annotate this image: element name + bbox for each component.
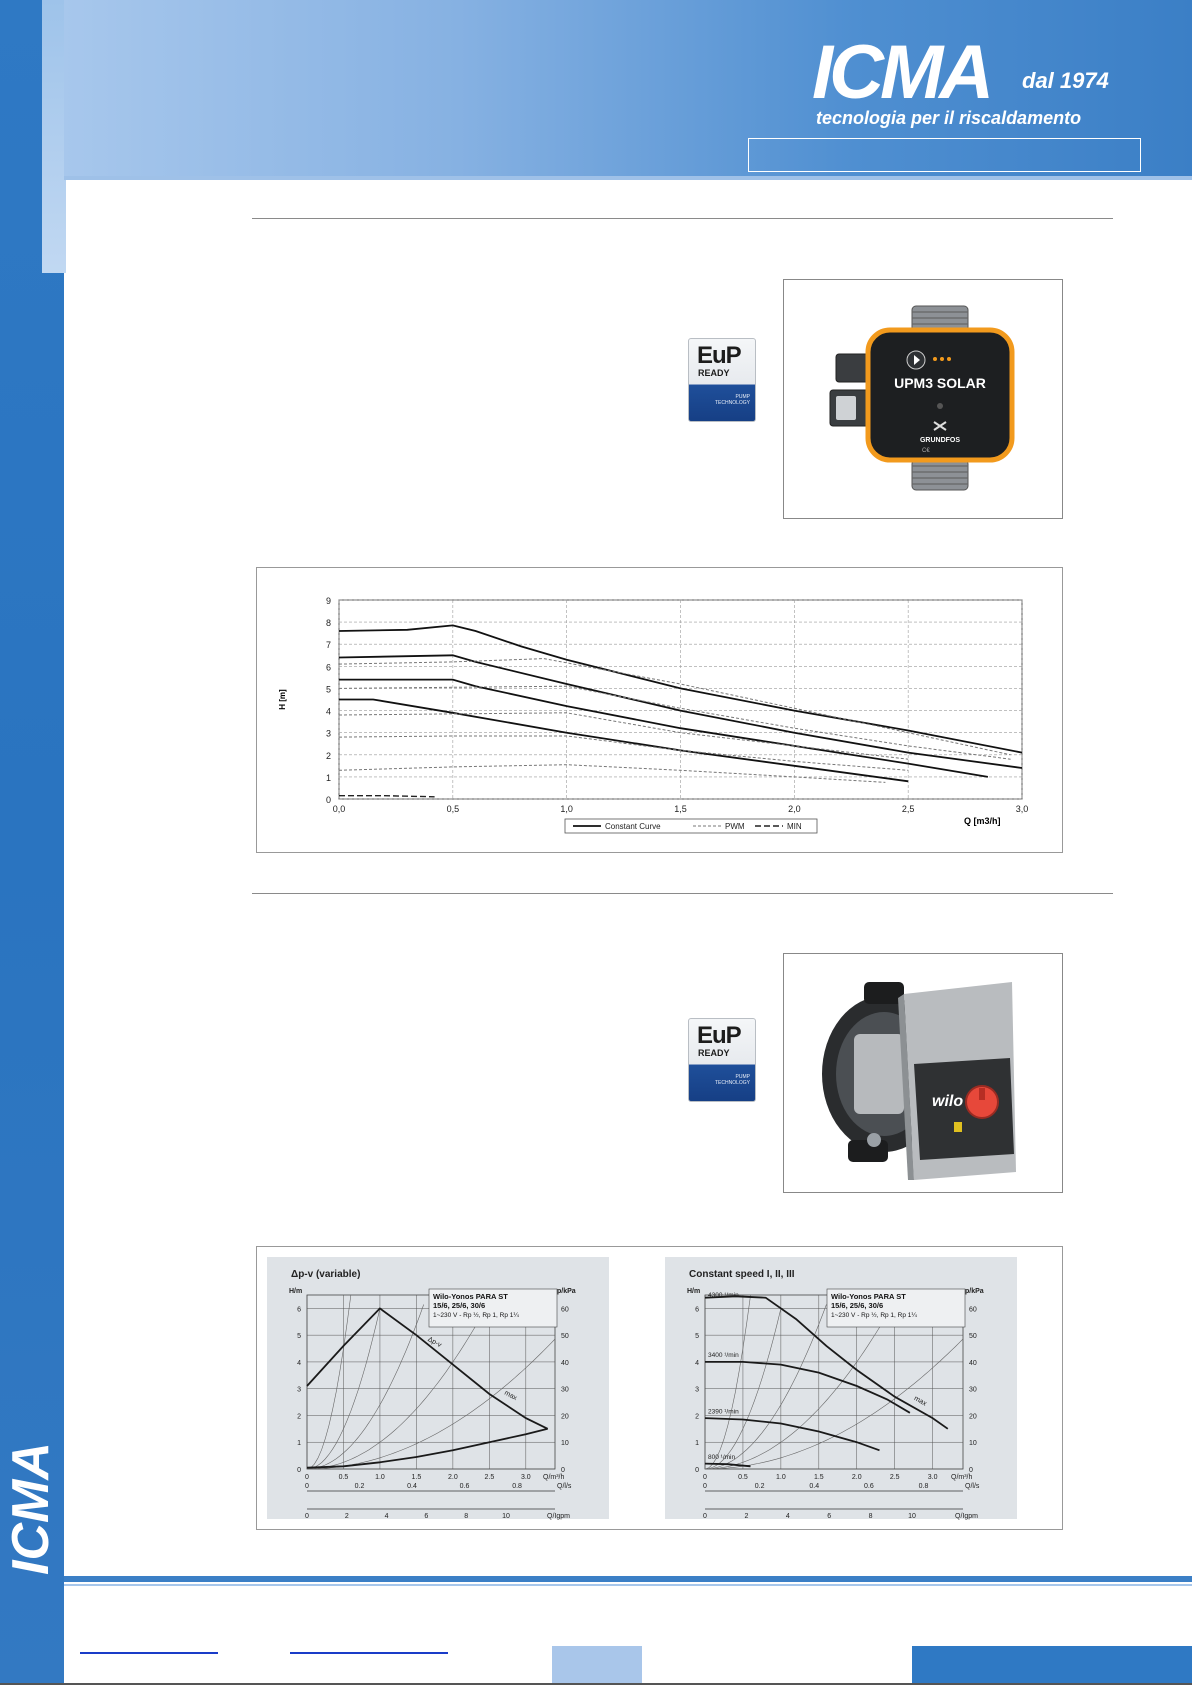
- device-label: UPM3 SOLAR: [894, 375, 986, 391]
- info-models: 15/6, 25/6, 30/6: [433, 1301, 486, 1310]
- y-right-tick-label: 60: [561, 1306, 569, 1314]
- eup-badge-ready: READY: [698, 368, 730, 378]
- y-tick-label: 3: [297, 1386, 301, 1394]
- eup-ready-badge: [688, 338, 756, 422]
- header-divider: [64, 176, 1192, 180]
- x-tick-label: 1.5: [411, 1474, 422, 1481]
- y-tick-label: 6: [297, 1306, 301, 1314]
- x2-axis-label: Q/l/s: [965, 1483, 980, 1490]
- footer-divider-accent: [64, 1584, 1192, 1586]
- eup-badge-ready-2: READY: [698, 1048, 730, 1058]
- x3-tick-label: 8: [464, 1513, 469, 1520]
- x3-tick-label: 6: [827, 1513, 832, 1520]
- speed-label: 800 ¹/min: [708, 1453, 736, 1461]
- logo-text: ICMA: [812, 30, 991, 115]
- x-tick-label: 2.0: [851, 1474, 862, 1481]
- info-title: Wilo-Yonos PARA ST: [433, 1292, 508, 1301]
- y-axis-label: H/m: [289, 1288, 303, 1295]
- info-spec: 1~230 V - Rp ½, Rp 1, Rp 1¼: [831, 1312, 917, 1319]
- y-right-tick-label: 30: [969, 1386, 977, 1394]
- product-photo-grundfos: [783, 279, 1063, 519]
- speed-label: 3400 ¹/min: [708, 1352, 739, 1360]
- x2-tick-label: 0.6: [459, 1483, 470, 1490]
- x3-tick-label: 8: [868, 1513, 873, 1520]
- x3-tick-label: 4: [384, 1513, 389, 1520]
- x-tick-label: 2,0: [788, 804, 801, 814]
- grundfos-pump-image: [784, 280, 1062, 518]
- y-tick-label: 6: [325, 662, 331, 673]
- y-axis-label: H/m: [687, 1288, 701, 1295]
- panel-title: Δp-v (variable): [291, 1269, 361, 1280]
- x-tick-label: 1,5: [674, 804, 687, 814]
- x-axis-label: Q/m³/h: [543, 1474, 565, 1481]
- y-right-tick-label: 0: [561, 1467, 565, 1474]
- x3-axis-label: Q/Igpm: [547, 1513, 570, 1520]
- wilo-pump-image: [784, 954, 1062, 1192]
- x-axis-label: Q [m3/h]: [964, 816, 1001, 826]
- y-tick-label: 7: [325, 640, 331, 651]
- x2-tick-label: 0.2: [754, 1483, 765, 1490]
- x2-tick-label: 0.4: [809, 1483, 820, 1490]
- footer-divider: [64, 1576, 1192, 1582]
- chart-grundfos: [257, 568, 1062, 852]
- y-right-tick-label: 20: [969, 1413, 977, 1421]
- x-tick-label: 1,0: [560, 804, 573, 814]
- wilo-brand: wilo: [932, 1093, 964, 1110]
- eup-badge-sub: [715, 394, 750, 406]
- x2-tick-label: 0.6: [864, 1483, 874, 1490]
- y-tick-label: 5: [325, 684, 331, 695]
- x2-axis-label: Q/l/s: [557, 1483, 572, 1490]
- y-tick-label: 0: [695, 1467, 699, 1474]
- y-right-tick-label: 30: [561, 1386, 569, 1394]
- eup-badge-sub2: TECHNOLOGY: [714, 400, 750, 406]
- x2-tick-label: 0.8: [918, 1483, 929, 1490]
- y-right-tick-label: 10: [561, 1440, 569, 1448]
- y-right-tick-label: 10: [969, 1440, 977, 1448]
- speed-label: 4300 ¹/min: [708, 1292, 739, 1300]
- legend-label: MIN: [787, 822, 802, 831]
- x3-tick-label: 6: [424, 1513, 429, 1520]
- legend-label: PWM: [725, 822, 745, 831]
- y-tick-label: 3: [695, 1386, 699, 1394]
- chart-wilo-dpv: [267, 1257, 609, 1519]
- y-right-tick-label: 60: [969, 1306, 977, 1314]
- svg-text:C€: C€: [922, 448, 930, 454]
- y-tick-label: 1: [695, 1440, 699, 1448]
- eup-badge-sub1: PUMP: [735, 394, 750, 400]
- eup-badge-sub2-2: TECHNOLOGY: [714, 1080, 750, 1086]
- legend-label: Constant Curve: [605, 822, 661, 831]
- y-tick-label: 2: [695, 1413, 699, 1421]
- x3-tick-label: 2: [744, 1513, 749, 1520]
- logo-since: dal 1974: [1022, 68, 1109, 93]
- y-right-tick-label: 50: [969, 1333, 977, 1341]
- y-tick-label: 0: [325, 795, 331, 805]
- y-tick-label: 4: [325, 706, 331, 717]
- x2-tick-label: 0: [703, 1483, 707, 1490]
- y-tick-label: 9: [325, 596, 331, 606]
- plot-area: [339, 600, 1022, 799]
- x3-tick-label: 0: [305, 1513, 309, 1520]
- x2-tick-label: 0.2: [354, 1483, 365, 1490]
- y-tick-label: 6: [695, 1306, 699, 1314]
- page-number-box: [552, 1646, 642, 1685]
- company-logo: [810, 30, 1120, 138]
- device-brand: GRUNDFOS: [919, 437, 961, 444]
- eup-badge-title-2: EuP: [697, 1022, 741, 1049]
- info-models: 15/6, 25/6, 30/6: [831, 1301, 884, 1310]
- y-right-tick-label: 50: [561, 1333, 569, 1341]
- x-tick-label: 0: [703, 1474, 707, 1481]
- y-right-axis-label: p/kPa: [557, 1288, 576, 1295]
- x-tick-label: 0,5: [446, 804, 460, 814]
- y-tick-label: 4: [695, 1359, 699, 1367]
- section-divider-1: [252, 218, 1113, 219]
- info-title: Wilo-Yonos PARA ST: [831, 1292, 906, 1301]
- chart-wilo-frame: [256, 1246, 1063, 1530]
- footer-brand-box: [912, 1646, 1192, 1685]
- side-logo: [2, 1400, 60, 1580]
- y-tick-label: 0: [297, 1467, 301, 1474]
- product-photo-wilo: [783, 953, 1063, 1193]
- left-band-accent: [42, 0, 66, 273]
- y-tick-label: 5: [297, 1333, 301, 1341]
- y-tick-label: 1: [325, 772, 331, 783]
- x3-tick-label: 10: [502, 1513, 510, 1520]
- curve-label-max: max: [503, 1389, 518, 1403]
- header-text-box: [748, 138, 1141, 172]
- info-spec: 1~230 V - Rp ½, Rp 1, Rp 1¼: [433, 1312, 519, 1319]
- x-tick-label: 3.0: [927, 1474, 938, 1481]
- x3-axis-label: Q/Igpm: [955, 1513, 978, 1520]
- curve-label-max: max: [912, 1395, 928, 1408]
- eup-badge-sub1-2: PUMP: [735, 1074, 750, 1080]
- x2-tick-label: 0: [305, 1483, 309, 1490]
- x-tick-label: 0.5: [738, 1474, 748, 1481]
- y-tick-label: 1: [297, 1440, 301, 1448]
- y-tick-label: 2: [325, 750, 331, 761]
- x-tick-label: 2,5: [901, 804, 915, 814]
- chart-wilo-constant: [665, 1257, 1017, 1519]
- x-tick-label: 1.0: [375, 1474, 385, 1481]
- x-tick-label: 3,0: [1015, 804, 1029, 814]
- side-logo-text: ICMA: [2, 1442, 60, 1575]
- y-axis-label: H [m]: [278, 689, 287, 710]
- speed-label: 2390 ¹/min: [708, 1408, 739, 1416]
- x-tick-label: 1.0: [776, 1474, 786, 1481]
- y-right-tick-label: 0: [969, 1467, 973, 1474]
- x3-tick-label: 10: [908, 1513, 916, 1520]
- x3-tick-label: 0: [703, 1513, 707, 1520]
- y-right-tick-label: 20: [561, 1413, 569, 1421]
- x-tick-label: 0,0: [332, 804, 346, 814]
- y-right-tick-label: 40: [561, 1359, 569, 1367]
- panel-title: Constant speed I, II, III: [689, 1269, 795, 1280]
- x-tick-label: 2.5: [889, 1474, 900, 1481]
- x2-tick-label: 0.8: [512, 1483, 522, 1490]
- logo-tagline: tecnologia per il riscaldamento: [816, 108, 1082, 128]
- y-tick-label: 5: [695, 1333, 699, 1341]
- x-tick-label: 2.5: [484, 1474, 495, 1481]
- eup-badge-title: EuP: [697, 342, 741, 369]
- y-tick-label: 3: [325, 728, 331, 739]
- y-right-axis-label: p/kPa: [965, 1288, 984, 1295]
- y-right-tick-label: 40: [969, 1359, 977, 1367]
- x3-tick-label: 2: [344, 1513, 349, 1520]
- x-tick-label: 3.0: [520, 1474, 531, 1481]
- x2-tick-label: 0.4: [407, 1483, 417, 1490]
- chart-grundfos-frame: [256, 567, 1063, 853]
- section-divider-2: [252, 893, 1113, 894]
- x-tick-label: 0: [305, 1474, 309, 1481]
- y-tick-label: 4: [297, 1359, 301, 1367]
- eup-ready-badge-2: [688, 1018, 756, 1102]
- y-tick-label: 2: [297, 1413, 301, 1421]
- x3-tick-label: 4: [785, 1513, 790, 1520]
- curve-label-dpv: Δp-v: [426, 1336, 443, 1350]
- x-tick-label: 0.5: [338, 1474, 349, 1481]
- eup-badge-sub-2: [715, 1074, 750, 1086]
- footer-link-2[interactable]: [290, 1652, 448, 1654]
- x-tick-label: 2.0: [448, 1474, 458, 1481]
- x-tick-label: 1.5: [813, 1474, 824, 1481]
- x-axis-label: Q/m³/h: [951, 1474, 973, 1481]
- footer-link-1[interactable]: [80, 1652, 218, 1654]
- legend-box: [565, 819, 817, 833]
- y-tick-label: 8: [325, 618, 331, 629]
